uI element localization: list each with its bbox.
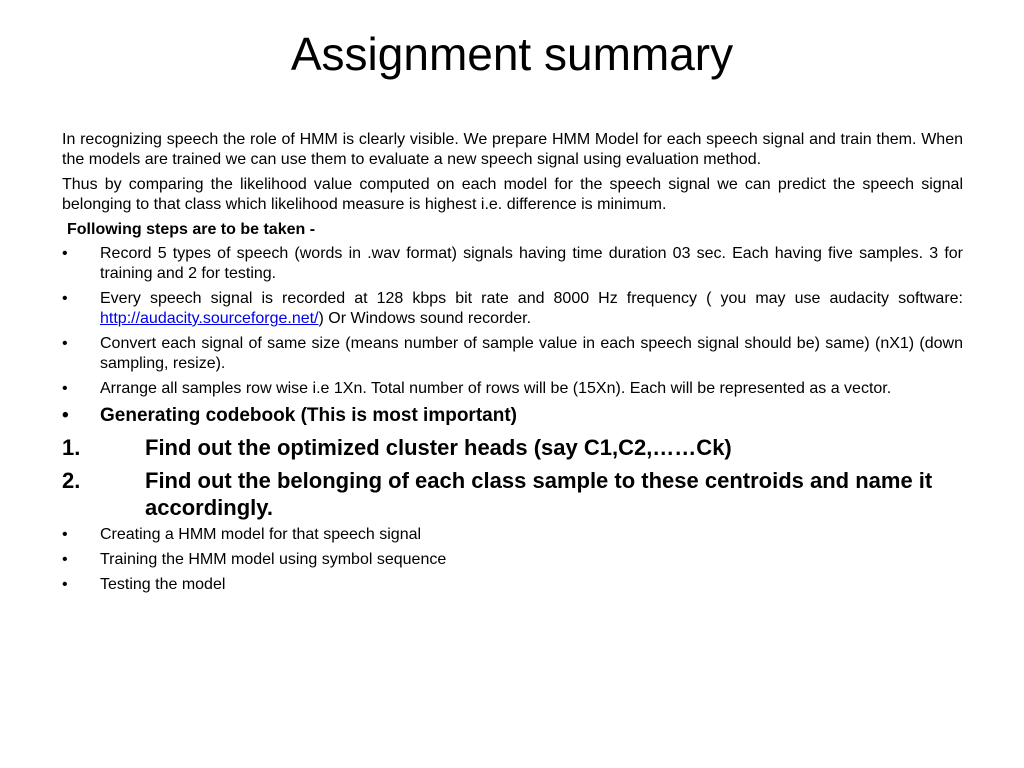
- bullet-item-record: [62, 244, 963, 284]
- bullet-text: Training the HMM model using symbol sequence: [100, 551, 447, 568]
- bullet-mark: •: [62, 576, 68, 593]
- bullet-mark: •: [62, 335, 68, 352]
- numbered-text: Find out the optimized cluster heads (say C1,C2,……Ck): [145, 435, 732, 460]
- bullet-item-recording-spec: [62, 289, 963, 329]
- likelihood-paragraph: Thus by comparing the likelihood value computed on each model for the speech signal we can predict the speech signal belonging to that class which likelihood measure is highest i.e. difference is minimum.: [62, 176, 963, 213]
- bullet-mark: •: [62, 551, 68, 568]
- codebook-heading: Generating codebook (This is most important): [100, 405, 517, 426]
- bullet-text: Record 5 types of speech (words in .wav format) signals having time duration 03 sec. Each having five samples. 3 for training and 2 for testing.: [100, 245, 963, 282]
- item-number: 1.: [62, 435, 81, 460]
- intro-paragraph: In recognizing speech the role of HMM is clearly visible. We prepare HMM Model for each speech signal and train them. When the models are trained we can use them to evaluate a new speech signal using evaluation method.: [62, 131, 963, 168]
- bullet-item-codebook: [62, 404, 963, 428]
- bullet-mark: •: [62, 380, 68, 397]
- bullet-text: Every speech signal is recorded at 128 kbps bit rate and 8000 Hz frequency ( you may use audacity software:: [100, 290, 963, 307]
- bullet-text: ) Or Windows sound recorder.: [318, 310, 532, 327]
- bullet-item-create-hmm: [62, 525, 963, 545]
- bullet-text: Testing the model: [100, 576, 226, 593]
- numbered-item-2: [62, 467, 963, 521]
- bullet-text: Creating a HMM model for that speech signal: [100, 526, 422, 543]
- bullet-text: Convert each signal of same size (means number of sample value in each speech signal should be) same) (nX1) (down sampling, resize).: [100, 335, 963, 372]
- slide-title: Assignment summary: [290, 28, 734, 80]
- numbered-item-1: [62, 434, 963, 461]
- bullet-text: Arrange all samples row wise i.e 1Xn. Total number of rows will be (15Xn). Each will be represented as a vector.: [100, 380, 892, 397]
- bullet-mark: •: [62, 290, 68, 307]
- numbered-text: Find out the belonging of each class sample to these centroids and name it accordingly.: [145, 468, 933, 520]
- bullet-mark: •: [62, 405, 69, 426]
- steps-heading: Following steps are to be taken -: [67, 221, 316, 238]
- bullet-mark: •: [62, 245, 68, 262]
- bullet-mark: •: [62, 526, 68, 543]
- audacity-link[interactable]: http://audacity.sourceforge.net/: [100, 310, 319, 327]
- item-number: 2.: [62, 468, 81, 493]
- bullet-item-train-hmm: [62, 550, 963, 570]
- bullet-item-test-model: [62, 575, 963, 595]
- bullet-item-arrange: [62, 379, 963, 399]
- slide-content: [62, 130, 963, 600]
- bullet-item-convert: [62, 334, 963, 374]
